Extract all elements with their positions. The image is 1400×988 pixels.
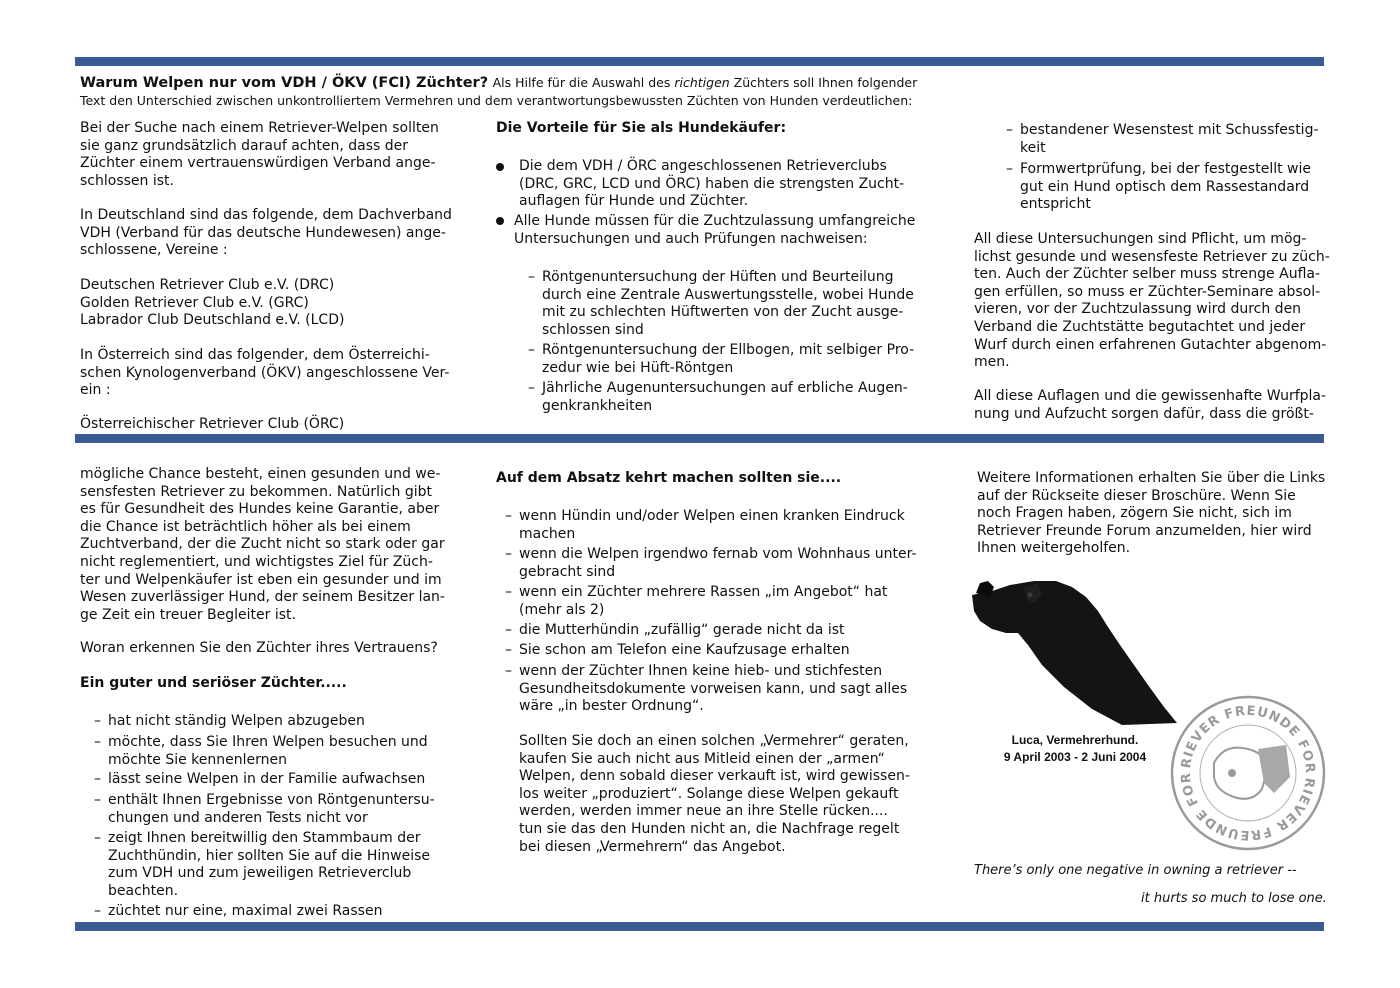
text-line: Wesen zuverlässiger Hund, der seinem Besitzer lan-	[80, 589, 445, 606]
text-line: keit	[1020, 139, 1046, 156]
dash-bullet: –	[528, 380, 535, 396]
text-line: ten. Auch der Züchter selber muss strenge Aufla-	[974, 266, 1321, 283]
dash-bullet: –	[505, 642, 512, 658]
text-line: entspricht	[1020, 196, 1091, 213]
dash-bullet: –	[505, 622, 512, 638]
text-line: gut ein Hund optisch dem Rassestandard	[1020, 178, 1310, 195]
svg-text:RETRIEVER FREUNDE FORUM: RIEVER FREUNDE FOR	[1179, 703, 1318, 775]
photo-caption-name: Luca, Vermehrerhund.	[1011, 733, 1139, 747]
bullet-dot	[496, 163, 504, 171]
text-line: All diese Untersuchungen sind Pflicht, um mög-	[974, 231, 1307, 247]
good-breeder-item: möchte, dass Sie Ihren Welpen besuchen und	[108, 734, 428, 750]
warning-item: Sie schon am Telefon eine Kaufzusage erhalten	[519, 642, 850, 658]
text-line: Ihnen weitergeholfen.	[977, 540, 1131, 557]
intro-emphasis: richtigen	[674, 75, 730, 90]
dash-bullet: –	[505, 584, 512, 600]
text-line: auf der Rückseite dieser Broschüre. Wenn Sie	[977, 487, 1296, 504]
text-line: Zuchtverband, der die Zucht nicht so stark oder gar	[80, 536, 445, 553]
text-line: ein :	[80, 382, 111, 399]
warning-item: wenn der Züchter Ihnen keine hieb- und stichfesten	[519, 663, 883, 679]
text-line: schen Kynologenverband (ÖKV) angeschlossene Ver-	[80, 364, 450, 381]
text-line: Golden Retriever Club e.V. (GRC)	[80, 294, 309, 311]
retriever-quote-line1: There’s only one negative in owning a retriever --	[974, 863, 1297, 878]
good-breeder-heading: Ein guter und seriöser Züchter.....	[80, 675, 347, 691]
dash-bullet: –	[94, 792, 101, 808]
warning-heading: Auf dem Absatz kehrt machen sollten sie....	[496, 470, 842, 486]
dash-bullet: –	[94, 713, 101, 729]
photo-caption-dates: 9 April 2003 - 2 Juni 2004	[1003, 750, 1147, 764]
text-line: sie ganz grundsätzlich darauf achten, dass der	[80, 137, 409, 154]
text-line: Deutschen Retriever Club e.V. (DRC)	[80, 277, 335, 293]
text-line: nung und Aufzucht sorgen dafür, dass die größt-	[974, 405, 1314, 422]
bottom-divider-bar	[75, 922, 1324, 931]
text-line: Jährliche Augenuntersuchungen auf erbliche Augen-	[542, 380, 908, 396]
text-line: vieren, vor der Zuchtzulassung wird durch den	[974, 301, 1302, 318]
top-divider-bar	[75, 57, 1324, 66]
text-line: Sollten Sie doch an einen solchen „Vermehrer“ geraten,	[519, 733, 909, 749]
warning-item: wäre „in bester Ordnung“.	[519, 698, 704, 715]
text-line: nicht reglementiert, und wichtigstes Ziel für Züch-	[80, 554, 433, 570]
text-line: Verband die Zuchtstätte begutachtet und jeder	[974, 319, 1306, 335]
text-line: schlossen ist.	[80, 172, 174, 189]
good-breeder-item: chungen und anderen Tests nicht vor	[108, 809, 368, 826]
text-line: Röntgenuntersuchung der Ellbogen, mit selbiger Pro-	[542, 342, 915, 358]
warning-item: gebracht sind	[519, 563, 616, 580]
warning-item: machen	[519, 525, 576, 542]
text-line: In Österreich sind das folgender, dem Österreichi-	[80, 347, 430, 363]
dash-bullet: –	[94, 830, 101, 846]
text-line: Welpen, denn sobald dieser verkauft ist, wird gewissen-	[519, 768, 910, 785]
good-breeder-item: zeigt Ihnen bereitwillig den Stammbaum der	[108, 830, 421, 846]
text-line: lichst gesunde und wesensfeste Retriever zu züch-	[974, 248, 1330, 265]
warning-item: die Mutterhündin „zufällig“ gerade nicht da ist	[519, 622, 845, 638]
dash-bullet: –	[528, 342, 535, 358]
text-line: ter und Welpenkäufer ist eben ein gesunder und im	[80, 571, 442, 588]
svg-text:RETRIEVER FREUNDE FORUM: RIEVER FREUNDE FOR	[1178, 771, 1317, 843]
dash-bullet: –	[1006, 122, 1013, 138]
puppy-photo	[972, 575, 1177, 725]
text-line: men.	[974, 354, 1010, 371]
text-line: VDH (Verband für das deutsche Hundewesen) ange-	[80, 224, 446, 241]
dash-bullet: –	[505, 663, 512, 679]
text-line: (DRC, GRC, LCD und ÖRC) haben die strengsten Zucht-	[519, 175, 905, 192]
text-line: In Deutschland sind das folgende, dem Dachverband	[80, 207, 452, 223]
retriever-freunde-forum-logo	[1168, 693, 1328, 853]
dash-bullet: –	[94, 734, 101, 750]
good-breeder-item: hat nicht ständig Welpen abzugeben	[108, 713, 365, 729]
text-line: All diese Auflagen und die gewissenhafte Wurfpla-	[974, 388, 1327, 404]
text-line: gen erfüllen, so muss er Züchter-Seminare absol-	[974, 283, 1321, 300]
good-breeder-item: enthält Ihnen Ergebnisse von Röntgenuntersu-	[108, 792, 435, 808]
text-line: tun sie das den Hunden nicht an, die Nachfrage regelt	[519, 821, 900, 837]
text-line: noch Fragen haben, zögern Sie nicht, sich im	[977, 505, 1292, 522]
good-breeder-item: Zuchthündin, hier sollten Sie auf die Hinweise	[108, 847, 430, 864]
good-breeder-item: beachten.	[108, 882, 179, 899]
intro-text-a: Als Hilfe für die Auswahl des	[492, 75, 675, 90]
retriever-quote-line2: it hurts so much to lose one.	[1141, 891, 1327, 906]
bullet-dot	[496, 217, 504, 225]
text-line: Die dem VDH / ÖRC angeschlossenen Retrieverclubs	[519, 158, 887, 174]
dash-bullet: –	[505, 546, 512, 562]
dash-bullet: –	[94, 903, 101, 919]
text-line: zedur wie bei Hüft-Röntgen	[542, 359, 734, 376]
text-line: Wurf durch einen erfahrenen Gutachter abgenom-	[974, 336, 1327, 353]
intro-line-2: Text den Unterschied zwischen unkontrolliertem Vermehren und dem verantwortungsbewussten Züchten von Hunden verdeutlichen:	[80, 93, 913, 108]
text-line: die Chance ist beträchtlich höher als bei einem	[80, 518, 411, 535]
warning-item: wenn Hündin und/oder Welpen einen kranken Eindruck	[519, 508, 905, 524]
text-line: Röntgenuntersuchung der Hüften und Beurteilung	[542, 269, 894, 285]
text-line: kaufen Sie auch nicht aus Mitleid einen der „armen“	[519, 750, 885, 767]
good-breeder-item: lässt seine Welpen in der Familie aufwachsen	[108, 771, 426, 787]
text-line: los weiter „produziert“. Solange diese Welpen gekauft	[519, 785, 899, 802]
dash-bullet: –	[94, 771, 101, 787]
middle-divider-bar	[75, 434, 1324, 443]
text-line: mit zu schlechten Hüftwerten von der Zucht ausge-	[542, 304, 904, 321]
text-line: Labrador Club Deutschland e.V. (LCD)	[80, 312, 345, 329]
text-line: Untersuchungen und auch Prüfungen nachweisen:	[514, 230, 868, 247]
dash-bullet: –	[1006, 161, 1013, 177]
warning-item: Gesundheitsdokumente vorweisen kann, und sagt alles	[519, 680, 908, 697]
breeder-question: Woran erkennen Sie den Züchter ihres Vertrauens?	[80, 640, 438, 656]
text-line: Formwertprüfung, bei der festgestellt wie	[1020, 161, 1311, 177]
text-line: Bei der Suche nach einem Retriever-Welpen sollten	[80, 120, 439, 136]
good-breeder-item: zum VDH und zum jeweiligen Retrieverclub	[108, 865, 412, 882]
text-line: es für Gesundheit des Hundes keine Garantie, aber	[80, 501, 440, 518]
text-line: Retriever Freunde Forum anzumelden, hier wird	[977, 522, 1312, 539]
text-line: mögliche Chance besteht, einen gesunden und we-	[80, 466, 441, 482]
text-line: werden, werden immer neue an ihre Stelle rücken....	[519, 803, 888, 820]
text-line: genkrankheiten	[542, 397, 653, 414]
text-line: ge Zeit ein treuer Begleiter ist.	[80, 606, 296, 623]
dash-bullet: –	[505, 508, 512, 524]
warning-item: (mehr als 2)	[519, 601, 605, 618]
text-line: Weitere Informationen erhalten Sie über die Links	[977, 470, 1326, 486]
forum-seal-icon	[1168, 693, 1328, 853]
text-line: schlossen sind	[542, 321, 644, 338]
text-line: sensfesten Retriever zu bekommen. Natürlich gibt	[80, 483, 433, 500]
text-line: schlossene, Vereine :	[80, 242, 228, 259]
page-title: Warum Welpen nur vom VDH / ÖKV (FCI) Züchter?	[80, 75, 489, 91]
good-breeder-item: züchtet nur eine, maximal zwei Rassen	[108, 903, 383, 919]
intro-text-b: Züchters soll Ihnen folgender	[729, 75, 918, 90]
puppy-icon	[972, 575, 1177, 725]
text-line: Züchter einem vertrauenswürdigen Verband ange-	[80, 155, 436, 172]
good-breeder-item: möchte Sie kennenlernen	[108, 751, 287, 768]
text-line: durch eine Zentrale Auswertungsstelle, wobei Hunde	[542, 286, 914, 303]
warning-item: wenn ein Züchter mehrere Rassen „im Angebot“ hat	[519, 584, 888, 600]
text-line: bestandener Wesenstest mit Schussfestig-	[1020, 122, 1319, 138]
club-austria: Österreichischer Retriever Club (ÖRC)	[80, 416, 345, 432]
page-title-line	[80, 74, 917, 93]
text-line: Alle Hunde müssen für die Zuchtzulassung umfangreiche	[514, 213, 916, 229]
text-line: bei diesen „Vermehrern“ das Angebot.	[519, 838, 786, 855]
warning-item: wenn die Welpen irgendwo fernab vom Wohnhaus unter-	[519, 546, 917, 562]
dash-bullet: –	[528, 269, 535, 285]
text-line: auflagen für Hunde und Züchter.	[519, 193, 749, 210]
advantages-heading: Die Vorteile für Sie als Hundekäufer:	[496, 120, 787, 136]
